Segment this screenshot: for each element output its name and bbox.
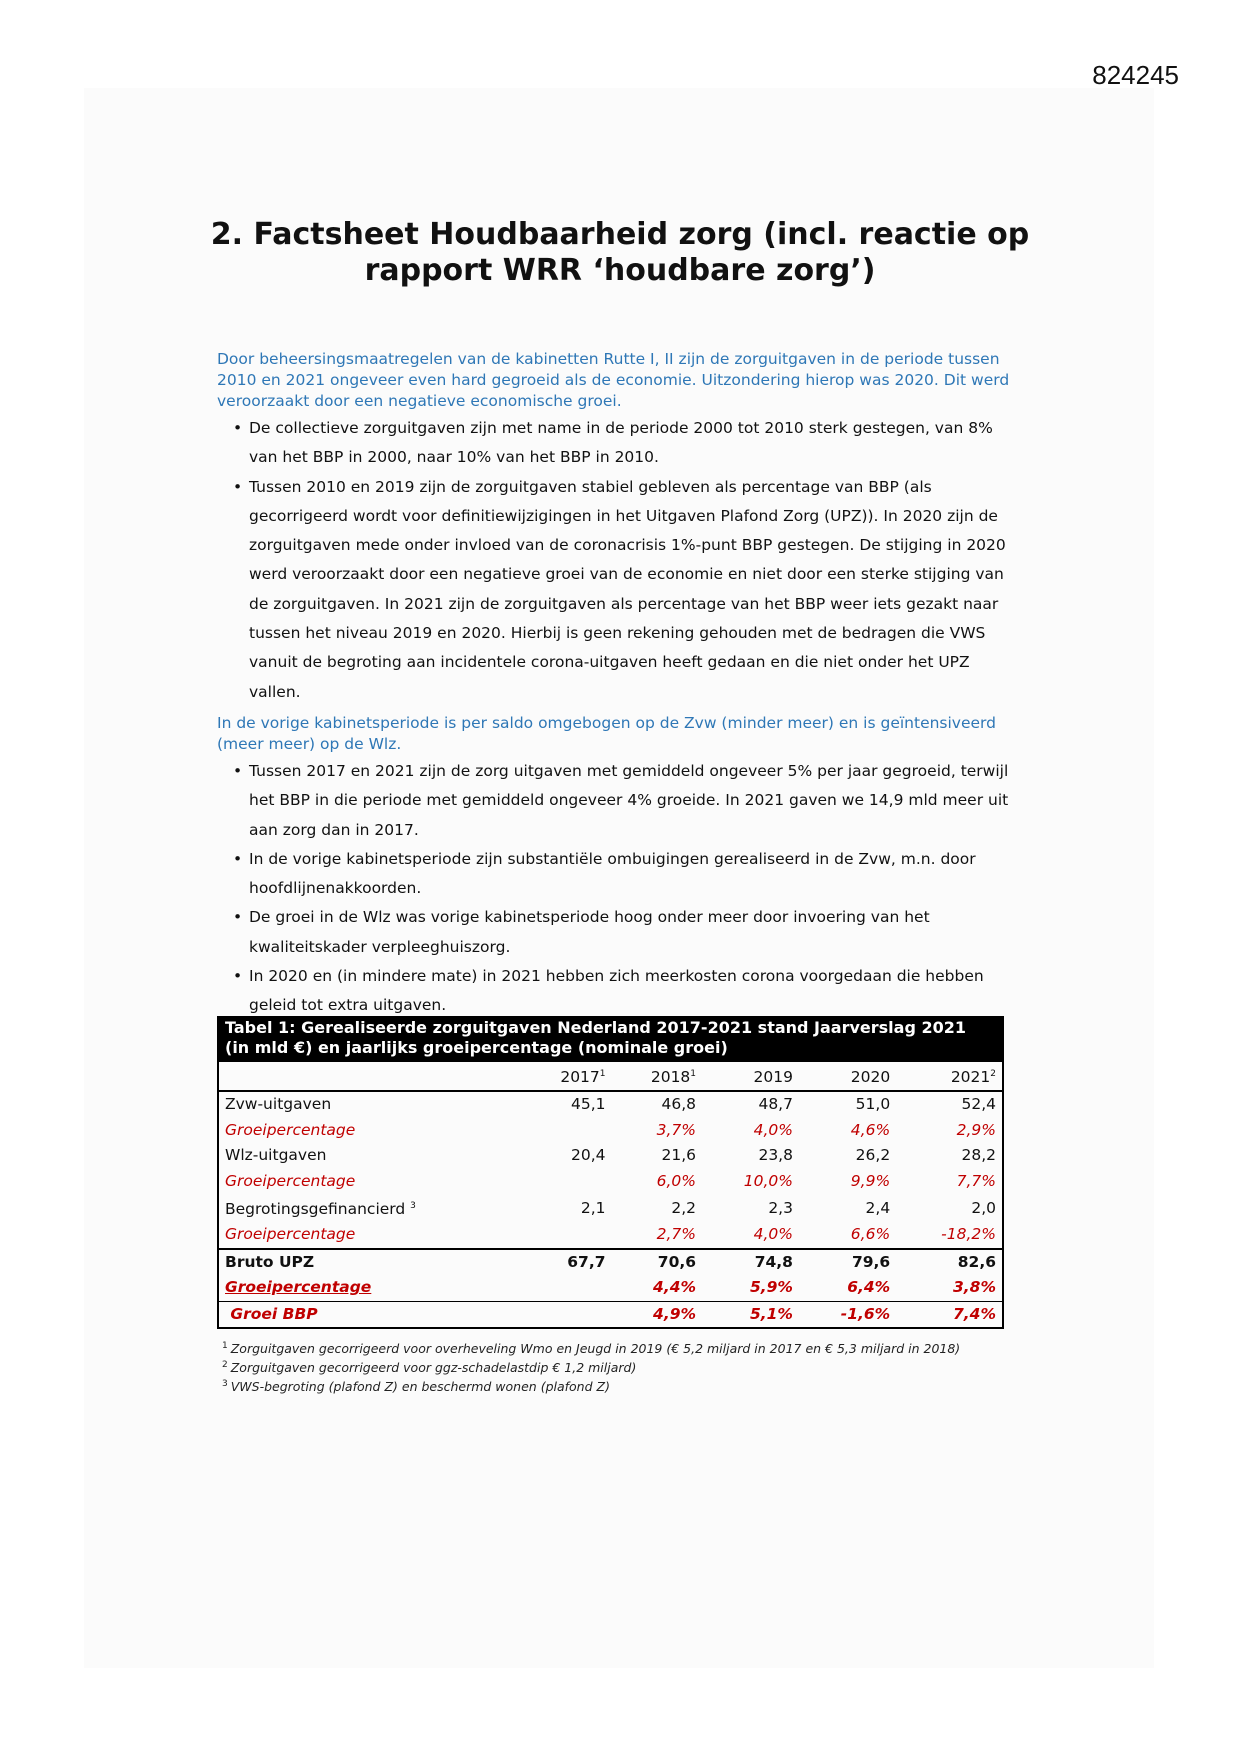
table-cell: 10,0% [743,1171,793,1190]
bullet-icon: • [233,967,243,986]
table-row [219,1301,1002,1327]
row-label: Groeipercentage [225,1278,372,1297]
table-cell: 6,6% [850,1225,891,1244]
bullet-item [217,414,1017,473]
expenditure-table [217,1016,1004,1329]
footnote: $^2$ Zorguitgaven gecorrigeerd voor ggz-schadelastdip € 1,2 miljard) [222,1360,637,1375]
bullet-item [217,845,1017,904]
table-row [219,1194,1002,1222]
bullet-icon: • [233,477,243,496]
table-cell: 7,4% [896,1301,1002,1327]
footnotes [222,1338,982,1395]
header-label-cell [219,1062,521,1091]
bullet-text: Tussen 2010 en 2019 zijn de zorguitgaven stabiel gebleven als percentage van BBP (als gecorrigeerd wordt voor definitiewijzigingen in het Uitgaven Plafond Zorg (UPZ)). In 2020 zijn de zorguitgaven mede onder invloed van de coronacrisis 1%-punt BBP gestegen. De stijging in 2020 werd veroorzaakt door een negatieve groei van de economie en niet door een sterke stijging van de zorguitgaven. In 2021 zijn de zorguitgaven als percentage van het BBP weer iets gezakt naar tussen het niveau 2019 en 2020. Hierbij is geen rekening gehouden met de bedragen die VWS vanuit de begroting aan incidentele corona-uitgaven heeft gedaan en die niet onder het UPZ vallen. [249,477,1006,701]
row-label: Begrotingsgefinancierd $^3$ [225,1200,416,1218]
table-header-row [219,1062,1002,1091]
row-label: Zvw-uitgaven [225,1095,332,1114]
table-row [219,1169,1002,1195]
row-label: Groeipercentage [225,1171,356,1190]
table-cell: 3,8% [953,1278,996,1297]
table-row [219,1143,1002,1169]
table-cell: 3,7% [656,1120,697,1139]
table-cell: 79,6 [799,1249,896,1276]
table-row [219,1118,1002,1144]
bullet-icon: • [233,419,243,437]
table-cell: 6,4% [847,1278,891,1297]
table-cell: 5,1% [702,1301,799,1327]
table-cell [521,1169,612,1195]
table-cell: 2,0 [971,1198,996,1217]
header-year: 2021$^2$ [896,1062,1002,1091]
row-label: Wlz-uitgaven [225,1146,327,1165]
bullet-item [217,473,1017,707]
table-cell: 4,0% [753,1120,793,1139]
footnote: $^3$ VWS-begroting (plafond Z) en beschermd wonen (plafond Z) [222,1379,610,1394]
section-1-lead: Door beheersingsmaatregelen van de kabinetten Rutte I, II zijn de zorguitgaven in de periode tussen 2010 en 2021 ongeveer even hard gegroeid als de economie. Uitzondering hierop was 2020. Dit werd veroorzaakt door een negatieve economische groei. [217,350,1010,410]
header-year: 2020 [799,1062,896,1091]
bullet-text: Tussen 2017 en 2021 zijn de zorg uitgaven met gemiddeld ongeveer 5% per jaar gegroeid, terwijl het BBP in die periode met gemiddeld ongeveer 4% groeide. In 2021 gaven we 14,9 mld meer uit aan zorg dan in 2017. [249,761,1009,839]
header-year: 2017$^1$ [521,1062,612,1091]
document-id: 824245 [1092,60,1179,90]
table-cell: 2,9% [956,1120,996,1139]
section-2-lead: In de vorige kabinetsperiode is per saldo omgebogen op de Zvw (minder meer) en is geïntensiveerd (meer meer) op de Wlz. [217,713,996,753]
table-cell: 45,1 [571,1095,606,1114]
section-2-bullets [217,757,1017,1021]
bullet-text: De groei in de Wlz was vorige kabinetsperiode hoog onder meer door invoering van het kwaliteitskader verpleeghuiszorg. [249,908,930,956]
table-cell [521,1301,612,1327]
bullet-text: De collectieve zorguitgaven zijn met name in de periode 2000 tot 2010 sterk gestegen, van 8% van het BBP in 2000, naar 10% van het BBP in 2010. [249,419,993,467]
table-cell [521,1118,612,1144]
header-year: 2019 [702,1062,799,1091]
table-cell: 5,9% [749,1278,793,1297]
table-cell: 2,3 [768,1198,793,1217]
table-cell: 52,4 [961,1095,996,1114]
title-line-1: 2. Factsheet Houdbaarheid zorg (incl. reactie op [210,217,1030,252]
table-cell: 51,0 [855,1095,891,1114]
bullet-icon: • [233,849,243,868]
footnote: $^1$ Zorguitgaven gecorrigeerd voor overheveling Wmo en Jeugd in 2019 (€ 5,2 miljard in 2017 en € 5,3 miljard in 2018) [222,1341,961,1356]
table-cell: -1,6% [799,1301,896,1327]
page-title [190,217,1050,289]
table-cell: 4,6% [850,1120,891,1139]
table-cell: 67,7 [521,1249,612,1276]
table-cell: 4,4% [653,1278,697,1297]
bullet-item [217,903,1017,962]
table-row [219,1275,1002,1301]
title-line-2: rapport WRR ‘houdbare zorg’) [364,253,876,288]
table-cell: 74,8 [702,1249,799,1276]
table-cell: 20,4 [571,1146,606,1165]
table-cell: 21,6 [661,1146,697,1165]
table-cell: 4,0% [753,1225,793,1244]
header-year: 2018$^1$ [612,1062,703,1091]
table-cell: 2,1 [580,1198,606,1217]
section-1-bullets [217,414,1017,707]
table-cell: 23,8 [758,1146,793,1165]
table-cell: -18,2% [941,1225,996,1244]
table-cell: 26,2 [855,1146,891,1165]
table-cell [521,1275,612,1301]
data-table [219,1062,1002,1327]
table-cell: 6,0% [656,1171,697,1190]
table-cell: 82,6 [896,1249,1002,1276]
bullet-text: In de vorige kabinetsperiode zijn substantiële ombuigingen gerealiseerd in de Zvw, m.n. door hoofdlijnenakkoorden. [249,849,976,898]
table-row [219,1091,1002,1118]
table-total-row [219,1249,1002,1276]
table-cell: 2,4 [865,1198,891,1217]
table-caption [219,1016,1002,1062]
table-cell: 9,9% [850,1171,891,1190]
table-cell: 7,7% [956,1171,996,1190]
row-label: Bruto UPZ [219,1249,521,1276]
bullet-item [217,962,1017,1021]
factsheet-body [217,349,1017,1027]
bullet-icon: • [233,761,243,780]
table-cell [521,1222,612,1249]
table-cell: 70,6 [612,1249,703,1276]
row-label: Groei BBP [219,1301,521,1327]
table-cell: 46,8 [661,1095,697,1114]
row-label: Groeipercentage [225,1225,356,1244]
table-cell: 4,9% [612,1301,703,1327]
table-cell: 2,7% [656,1225,697,1244]
table-cell: 28,2 [961,1146,996,1165]
table-caption-line-2: (in mld €) en jaarlijks groeipercentage (nominale groei) [225,1038,728,1057]
bullet-text: In 2020 en (in mindere mate) in 2021 hebben zich meerkosten corona voorgedaan die hebben geleid tot extra uitgaven. [249,967,984,1015]
table-cell: 2,2 [671,1198,697,1217]
table-row [219,1222,1002,1249]
table-cell: 48,7 [758,1095,793,1114]
bullet-icon: • [233,908,243,927]
table-caption-line-1: Tabel 1: Gerealiseerde zorguitgaven Nederland 2017-2021 stand Jaarverslag 2021 [225,1018,967,1037]
bullet-item [217,757,1017,845]
row-label: Groeipercentage [225,1120,356,1139]
